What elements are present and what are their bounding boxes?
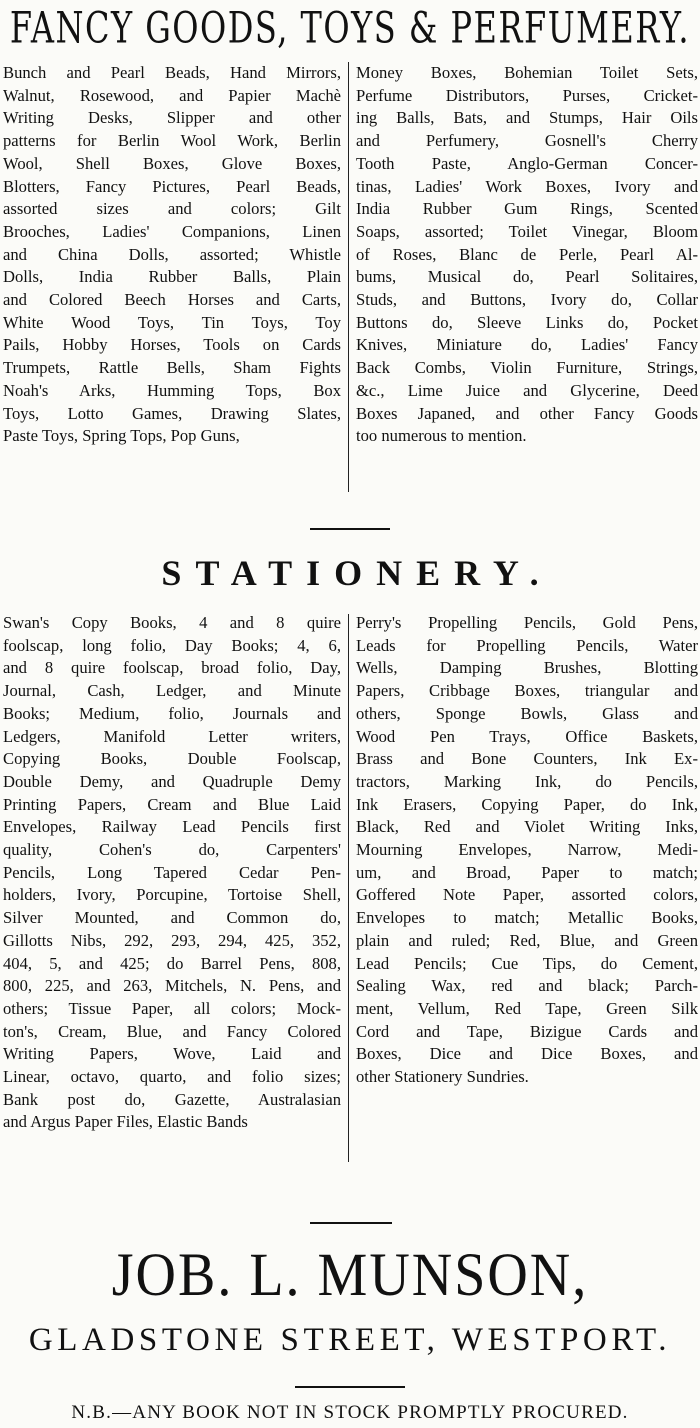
text-line: Sealing Wax, red and black; Parch- xyxy=(356,976,698,996)
column-rule xyxy=(348,62,349,492)
text-line: &c., Lime Juice and Glycerine, Deed xyxy=(356,380,698,400)
text-line: White Wood Toys, Tin Toys, Toy xyxy=(3,312,341,332)
text-line: Bank post do, Gazette, Australasian xyxy=(3,1089,341,1109)
text-line: Perry's Propelling Pencils, Gold Pens, xyxy=(356,613,698,632)
text-line: Envelopes, Railway Lead Pencils first xyxy=(3,817,341,837)
proprietor-name: JOB. L. MUNSON, xyxy=(111,1241,589,1310)
text-line: Back Combs, Violin Furniture, Strings, xyxy=(356,358,698,378)
text-line: Cord and Tape, Bizigue Cards and xyxy=(356,1021,698,1041)
text-line: patterns for Berlin Wool Work, Berlin xyxy=(3,131,341,151)
text-line: Blotters, Fancy Pictures, Pearl Beads, xyxy=(3,176,341,196)
stationery-columns xyxy=(0,612,700,1182)
text-line: Bunch and Pearl Beads, Hand Mirrors, xyxy=(3,63,341,82)
text-line: Wool, Shell Boxes, Glove Boxes, xyxy=(3,153,341,173)
text-line: 800, 225, and 263, Mitchels, N. Pens, and xyxy=(3,976,341,996)
text-line: Books; Medium, folio, Journals and xyxy=(3,703,341,723)
footer-divider xyxy=(295,1386,405,1388)
text-line: Swan's Copy Books, 4 and 8 quire xyxy=(3,613,341,632)
text-line: Ledgers, Manifold Letter writers, xyxy=(3,726,341,746)
text-line: Journal, Cash, Ledger, and Minute xyxy=(3,681,341,701)
text-line: Lead Pencils; Cue Tips, do Cement, xyxy=(356,953,698,973)
text-line: Envelopes to match; Metallic Books, xyxy=(356,908,698,928)
text-line: Wood Pen Trays, Office Baskets, xyxy=(356,726,698,746)
text-line: Buttons do, Sleeve Links do, Pocket xyxy=(356,312,698,332)
text-line: Knives, Miniature do, Ladies' Fancy xyxy=(356,335,698,355)
text-line: other Stationery Sundries. xyxy=(356,1067,529,1087)
text-line: Pails, Hobby Horses, Tools on Cards xyxy=(3,335,341,355)
text-line: Studs, and Buttons, Ivory do, Collar xyxy=(356,290,698,310)
fancy-goods-heading: FANCY GOODS, TOYS & PERFUMERY. xyxy=(9,2,691,54)
text-line: plain and ruled; Red, Blue, and Green xyxy=(356,930,698,950)
text-line: Boxes Japaned, and other Fancy Goods xyxy=(356,403,698,423)
shop-address: GLADSTONE STREET, WESTPORT. xyxy=(28,1322,672,1358)
text-line: Papers, Cribbage Boxes, triangular and xyxy=(356,681,698,701)
text-line: um, and Broad, Paper to match; xyxy=(356,862,698,882)
text-line: Goffered Note Paper, assorted colors, xyxy=(356,885,698,905)
text-line: of Roses, Blanc de Perle, Pearl Al- xyxy=(356,244,698,264)
text-line: Noah's Arks, Humming Tops, Box xyxy=(3,380,341,400)
text-line: Writing Desks, Slipper and other xyxy=(3,108,341,128)
text-line: and China Dolls, assorted; Whistle xyxy=(3,244,341,264)
text-line: ton's, Cream, Blue, and Fancy Colored xyxy=(3,1021,341,1041)
text-line: Ink Erasers, Copying Paper, do Ink, xyxy=(356,794,698,814)
text-line: and Perfumery, Gosnell's Cherry xyxy=(356,131,698,151)
footer-note: N.B.—ANY BOOK NOT IN STOCK PROMPTLY PROCURED. xyxy=(71,1402,629,1423)
text-line: bums, Musical do, Pearl Solitaires, xyxy=(356,267,698,287)
text-line: Money Boxes, Bohemian Toilet Sets, xyxy=(356,63,698,82)
text-line: foolscap, long folio, Day Books; 4, 6, xyxy=(3,635,341,655)
text-line: Double Demy, and Quadruple Demy xyxy=(3,771,341,791)
text-line: Paste Toys, Spring Tops, Pop Guns, xyxy=(3,426,240,446)
text-line: assorted sizes and colors; Gilt xyxy=(3,199,341,219)
text-line: Copying Books, Double Foolscap, xyxy=(3,749,341,769)
fancy-goods-left-column xyxy=(3,62,341,448)
text-line: Boxes, Dice and Dice Boxes, and xyxy=(356,1044,698,1064)
text-line: Mourning Envelopes, Narrow, Medi- xyxy=(356,840,698,860)
text-line: ment, Vellum, Red Tape, Green Silk xyxy=(356,998,698,1018)
text-line: Black, Red and Violet Writing Inks, xyxy=(356,817,698,837)
text-line: Pencils, Long Tapered Cedar Pen- xyxy=(3,862,341,882)
stationery-left-column xyxy=(3,612,341,1134)
text-line: India Rubber Gum Rings, Scented xyxy=(356,199,698,219)
text-line: too numerous to mention. xyxy=(356,426,527,446)
text-line: Brooches, Ladies' Companions, Linen xyxy=(3,221,341,241)
text-line: Silver Mounted, and Common do, xyxy=(3,908,341,928)
text-line: and Colored Beech Horses and Carts, xyxy=(3,290,341,310)
text-line: quality, Cohen's do, Carpenters' xyxy=(3,840,341,860)
text-line: Printing Papers, Cream and Blue Laid xyxy=(3,794,341,814)
text-line: Wells, Damping Brushes, Blotting xyxy=(356,658,698,678)
text-line: others, Sponge Bowls, Glass and xyxy=(356,703,698,723)
section-divider xyxy=(310,528,390,530)
text-line: Linear, octavo, quarto, and folio sizes; xyxy=(3,1067,341,1087)
text-line: Toys, Lotto Games, Drawing Slates, xyxy=(3,403,341,423)
text-line: Tooth Paste, Anglo-German Concer- xyxy=(356,153,698,173)
text-line: Perfume Distributors, Purses, Cricket- xyxy=(356,85,698,105)
stationery-right-column xyxy=(356,612,698,1089)
section-divider xyxy=(310,1222,392,1224)
text-line: tinas, Ladies' Work Boxes, Ivory and xyxy=(356,176,698,196)
text-line: holders, Ivory, Porcupine, Tortoise Shell, xyxy=(3,885,341,905)
text-line: others; Tissue Paper, all colors; Mock- xyxy=(3,998,341,1018)
text-line: Gillotts Nibs, 292, 293, 294, 425, 352, xyxy=(3,930,341,950)
text-line: tractors, Marking Ink, do Pencils, xyxy=(356,771,698,791)
text-line: Soaps, assorted; Toilet Vinegar, Bloom xyxy=(356,221,698,241)
text-line: and 8 quire foolscap, broad folio, Day, xyxy=(3,658,341,678)
fancy-goods-columns xyxy=(0,62,700,492)
text-line: and Argus Paper Files, Elastic Bands xyxy=(3,1112,248,1132)
text-line: Walnut, Rosewood, and Papier Machè xyxy=(3,85,341,105)
column-rule xyxy=(348,614,349,1162)
text-line: 404, 5, and 425; do Barrel Pens, 808, xyxy=(3,953,341,973)
stationery-heading: STATIONERY. xyxy=(161,553,553,593)
text-line: Brass and Bone Counters, Ink Ex- xyxy=(356,749,698,769)
fancy-goods-right-column xyxy=(356,62,698,448)
text-line: ing Balls, Bats, and Stumps, Hair Oils xyxy=(356,108,698,128)
text-line: Trumpets, Rattle Bells, Sham Fights xyxy=(3,358,341,378)
text-line: Leads for Propelling Pencils, Water xyxy=(356,635,698,655)
text-line: Dolls, India Rubber Balls, Plain xyxy=(3,267,341,287)
text-line: Writing Papers, Wove, Laid and xyxy=(3,1044,341,1064)
